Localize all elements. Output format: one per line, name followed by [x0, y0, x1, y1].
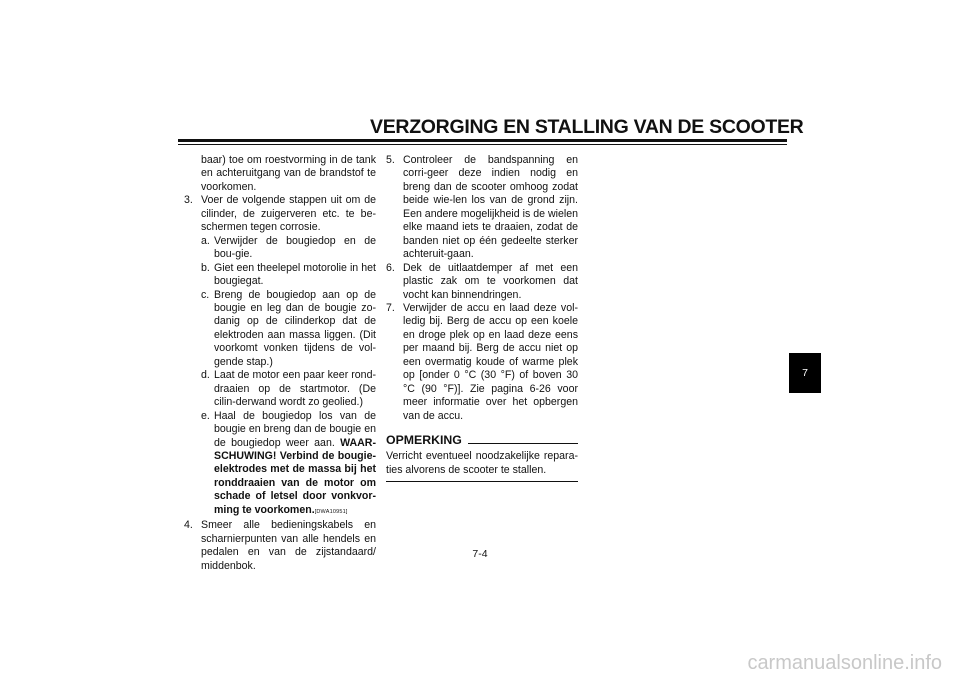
sub-item-text: Verwijder de bougiedop en de bou-gie.: [214, 234, 376, 261]
header-rule-thin: [178, 144, 787, 145]
list-item-text: Dek de uitlaatdemper af met een plastic zak om te voorkomen dat vocht kan binnendringen.: [403, 261, 578, 301]
list-item-text: Verwijder de accu en laad deze vol-ledig bij. Berg de accu op een koele en droge plek op en laad deze eens per maand bij. Berg de accu niet op een overmatig koude of warme plek op [onder 0 °C (30 °F) of boven 30 °C (90 °F)]. Zie pagina 6-26 voor meer informatie over het opbergen van de accu.: [403, 301, 578, 422]
sub-marker: a.: [201, 234, 210, 247]
warning-text: WAAR-SCHUWING! Verbind de bougie-elektrodes met de massa bij het ronddraaien van de motor om schade of letsel door vonkvor-ming te voorkomen.: [214, 436, 376, 516]
list-marker: 5.: [386, 154, 395, 166]
list-item-text: Smeer alle bedieningskabels en scharnierpunten van alle hendels en pedalen en van de zijstandaard/ middenbok.: [201, 519, 376, 572]
page-title: VERZORGING EN STALLING VAN DE SCOOTER: [370, 116, 804, 138]
intro-paragraph: baar) toe om roestvorming in de tank en achteruitgang van de brandstof te voorkomen.: [201, 154, 376, 193]
sub-item-c: [184, 289, 376, 370]
list-item-7: [386, 302, 578, 423]
list-item-5: [386, 154, 578, 262]
list-marker: 7.: [386, 301, 395, 314]
list-marker: 6.: [386, 261, 395, 274]
sub-marker: b.: [201, 261, 210, 274]
list-item-text: Controleer de bandspanning en corri-geer deze indien nodig en breng dan de scooter omhoog zodat beide wie-len los van de grond zijn. Een andere mogelijkheid is de wielen elke maand iets te draaien, zodat de banden niet op één gedeelte sterker achteruit-gaan.: [403, 154, 578, 261]
note-box: [386, 433, 578, 482]
list-item-4: [184, 519, 376, 573]
left-column: [184, 154, 376, 573]
chapter-tab: 7: [789, 353, 821, 393]
watermark-text: carmanualsonline.info: [747, 652, 942, 674]
sub-marker: d.: [201, 369, 210, 382]
note-header: [386, 433, 578, 447]
note-bottom-rule: [386, 481, 578, 482]
right-column: [386, 154, 578, 482]
sub-item-a: [184, 235, 376, 262]
sub-item-text: Breng de bougiedop aan op de bougie en leg dan de bougie zo-danig op de cilinderkop dat de elektroden aan massa liggen. (Dit voorkomt vonken tijdens de vol-gende stap.): [214, 288, 376, 368]
list-marker: 3.: [184, 194, 193, 207]
sub-item-text: Haal de bougiedop los van de bougie en breng dan de bougie en de bougiedop weer aan.: [214, 409, 376, 449]
list-item-6: [386, 262, 578, 302]
note-title: OPMERKING: [386, 433, 462, 448]
sub-marker: e.: [201, 409, 210, 422]
list-marker: 4.: [184, 519, 193, 532]
note-title-rule: [468, 443, 578, 444]
sub-marker: c.: [201, 288, 210, 301]
page-number: 7-4: [472, 548, 488, 560]
warning-code: [DWA10951]: [314, 508, 348, 515]
sub-item-text: Giet een theelepel motorolie in het bougiegat.: [214, 261, 376, 288]
sub-item-text: Laat de motor een paar keer rond-draaien op de startmotor. (De cilin-derwand wordt zo geolied.): [214, 369, 376, 409]
list-item-3: [184, 194, 376, 234]
sub-item-e: [184, 410, 376, 520]
list-item-text: Voer de volgende stappen uit om de cilinder, de zuigerveren etc. te be-schermen tegen corrosie.: [201, 194, 376, 234]
sub-item-d: [184, 369, 376, 409]
note-text: Verricht eventueel noodzakelijke repara-ties alvorens de scooter te stallen.: [386, 450, 578, 476]
header-rule-thick: [178, 139, 787, 142]
sub-item-b: [184, 262, 376, 289]
